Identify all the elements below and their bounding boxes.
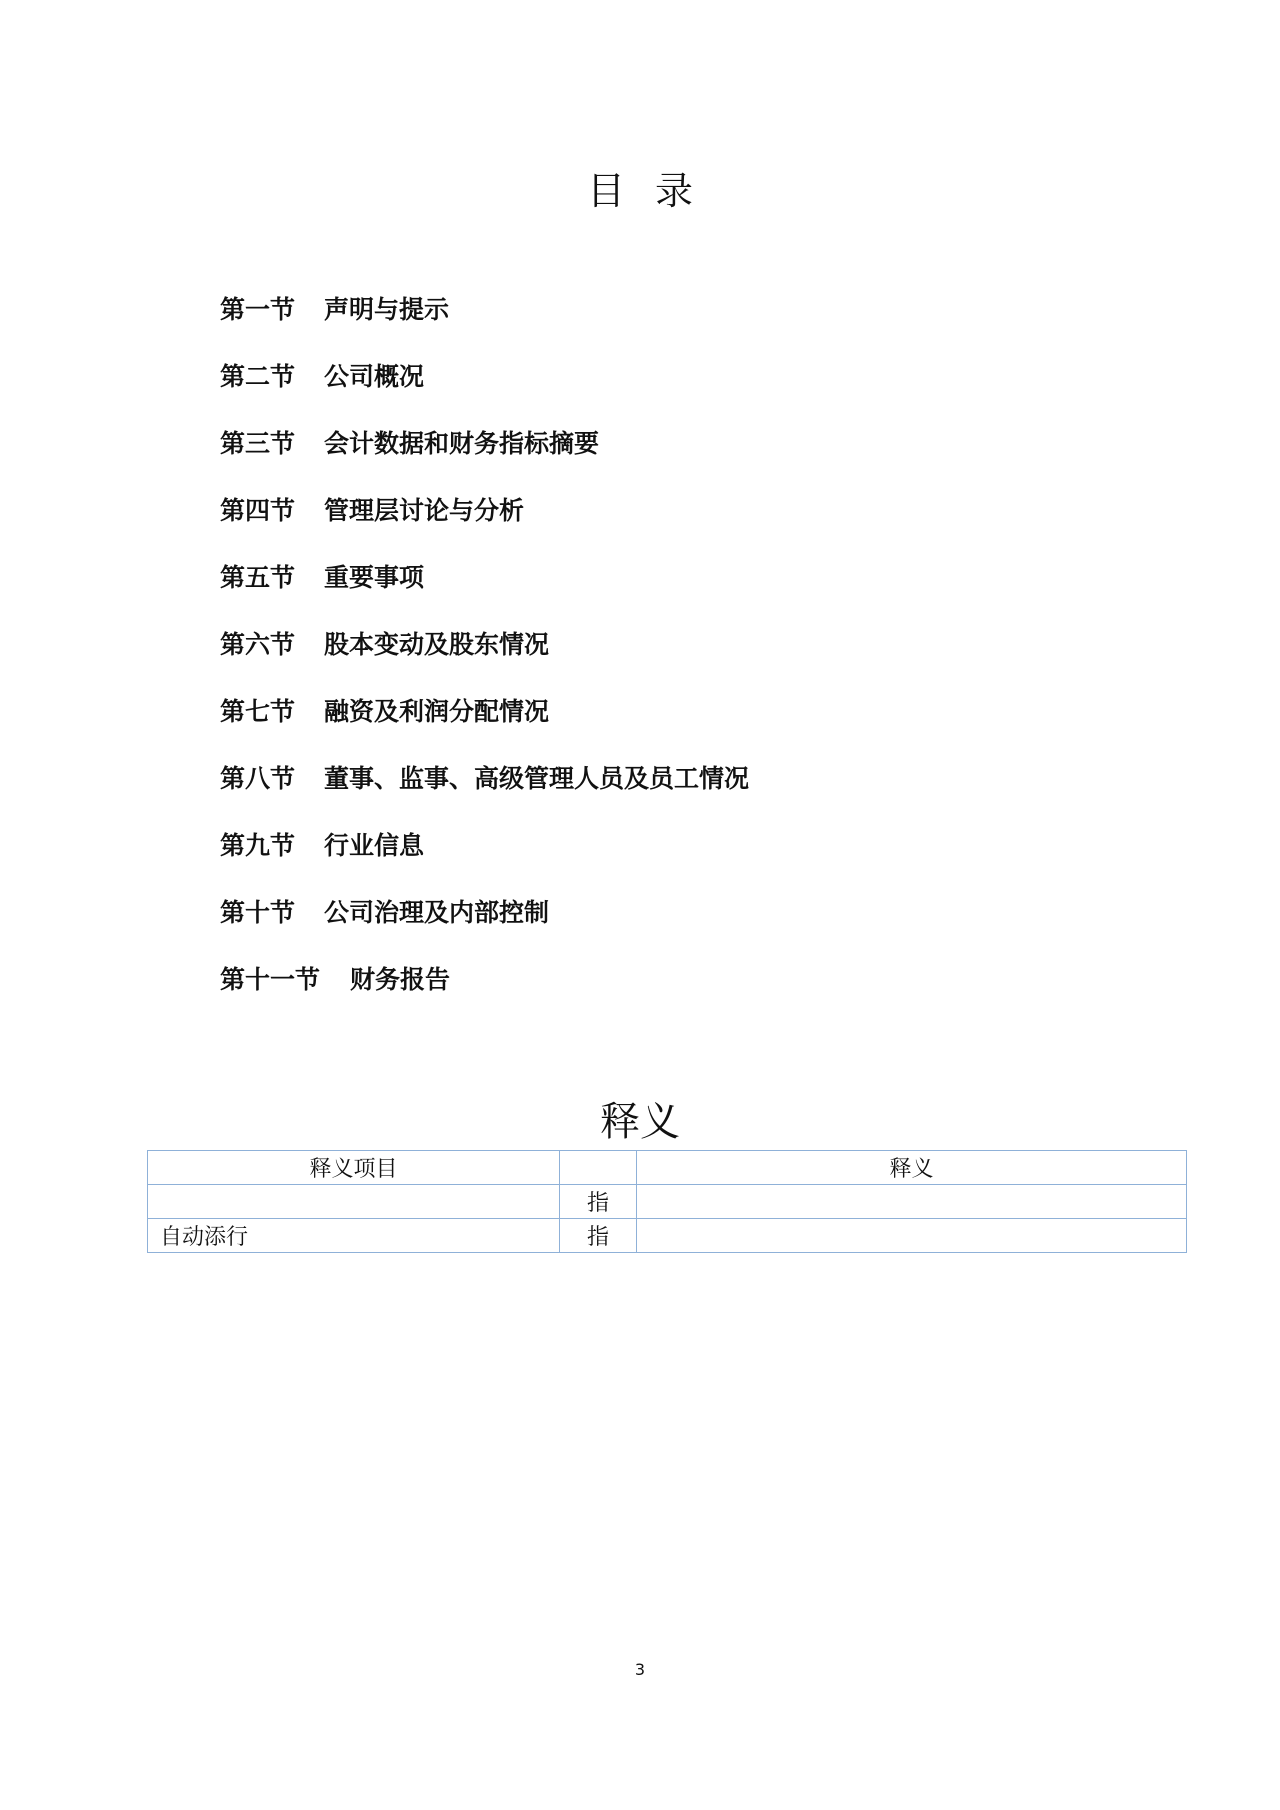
toc-item [220,759,749,826]
toc-title: 目录 [586,169,723,213]
toc-section-title: 公司治理及内部控制 [324,898,550,927]
cell-ref: 指 [560,1219,637,1253]
toc-item [220,826,749,893]
toc-item [220,960,749,1027]
toc-section-title: 重要事项 [324,563,425,592]
toc-section-title: 股本变动及股东情况 [324,630,550,659]
toc-section-title: 会计数据和财务指标摘要 [324,429,600,458]
header-ref [560,1151,637,1185]
table-row [148,1219,1187,1253]
toc-section-title: 财务报告 [350,965,451,994]
toc-item [220,290,749,357]
toc-section-label: 第十一节 [220,965,321,994]
header-definition: 释义 [637,1151,1187,1185]
page-number: 3 [634,1660,646,1679]
toc-item [220,424,749,491]
toc-section-label: 第六节 [220,630,296,659]
toc-item [220,491,749,558]
cell-ref: 指 [560,1185,637,1219]
toc-section-label: 第一节 [220,295,296,324]
cell-definition [637,1185,1187,1219]
table-header-row [148,1151,1187,1185]
header-item: 释义项目 [148,1151,560,1185]
toc-section-title: 董事、监事、高级管理人员及员工情况 [324,764,750,793]
toc-section-label: 第七节 [220,697,296,726]
toc-section-title: 声明与提示 [324,295,450,324]
toc-section-label: 第四节 [220,496,296,525]
toc-section-title: 管理层讨论与分析 [324,496,525,525]
toc-section-label: 第九节 [220,831,296,860]
toc-item [220,357,749,424]
toc-section-label: 第二节 [220,362,296,391]
toc-section-label: 第八节 [220,764,296,793]
toc-item [220,692,749,759]
definitions-title: 释义 [600,1099,680,1145]
toc-section-label: 第十节 [220,898,296,927]
table-row [148,1185,1187,1219]
definitions-table [147,1150,1187,1253]
toc-section-label: 第三节 [220,429,296,458]
toc-item [220,625,749,692]
toc-section-label: 第五节 [220,563,296,592]
toc-item [220,558,749,625]
toc-section-title: 公司概况 [324,362,425,391]
toc-section-title: 融资及利润分配情况 [324,697,550,726]
cell-definition [637,1219,1187,1253]
toc-list [220,290,749,1027]
toc-section-title: 行业信息 [324,831,425,860]
cell-item: 自动添行 [148,1219,560,1253]
cell-item [148,1185,560,1219]
toc-item [220,893,749,960]
